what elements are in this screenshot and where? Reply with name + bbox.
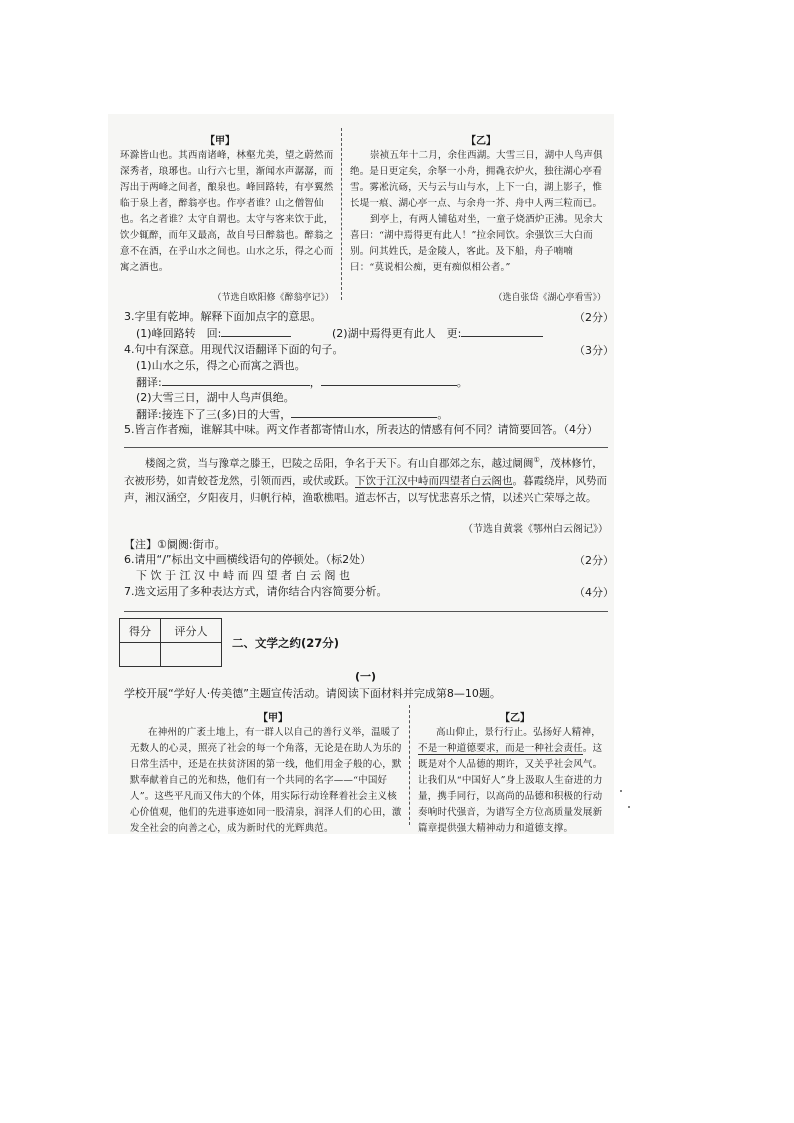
grader-cell[interactable] <box>161 643 222 667</box>
grader-label: 评分人 <box>161 619 222 643</box>
question-7: 7.选文运用了多种表达方式，请你结合内容简要分析。 <box>124 585 388 598</box>
score-label: 得分 <box>120 619 161 643</box>
column-divider <box>409 705 410 825</box>
underlined-sentence: 下饮于江汉中峙而四望者白云阁也 <box>355 474 513 487</box>
passage-jia-title: 【甲】 <box>205 136 235 147</box>
question-4-translation-2: 翻译:接连下了三(多)日的大雪， 。 <box>136 408 449 421</box>
section-2-part: (一) <box>355 670 377 683</box>
answer-blank[interactable] <box>321 374 457 386</box>
material-jia-text: 在神州的广袤土地上，有一群人以自己的善行义举，温暖了无数人的心灵，照亮了社会的每一个角落，无论是在助人为乐的日常生活中，还是在扶贫济困的第一线，他们用金子般的心，默默奉献着自己的光和热，他们有一个共同的名字——“中国好人”。这些平凡而又伟大的个体，用实际行动诠释着社会主义核心价值观，他们的先进事迹如同一股清泉，润泽人们的心田，激发全社会的向善之心，成为新时代的光辉典范。 <box>130 727 402 834</box>
answer-blank[interactable] <box>461 325 543 337</box>
score-table <box>119 618 222 667</box>
question-4-item-1: (1)山水之乐，得之心而寓之酒也。 <box>136 359 306 372</box>
underlined-phrase: 不是一种道德要求，而是一种社会责任 <box>418 743 583 754</box>
section-2-title: 二、文学之约(27分) <box>232 636 340 650</box>
answer-blank[interactable] <box>162 374 310 386</box>
question-3-item-1: (1)峰回路转 回: <box>136 325 291 342</box>
question-6-points: （2分） <box>574 554 614 567</box>
passage-yi-source: （选自张岱《湖心亭看雪》） <box>493 293 606 303</box>
answer-blank[interactable] <box>221 325 291 337</box>
column-divider <box>341 128 342 300</box>
scan-speck <box>628 806 630 808</box>
answer-line[interactable] <box>124 611 608 612</box>
question-3-item-2: (2)湖中焉得更有此人 更: <box>332 325 543 342</box>
material-jia-title: 【甲】 <box>258 713 288 724</box>
question-6-sentence: 下 饮 于 江 汉 中 峙 而 四 望 者 白 云 阁 也 <box>136 569 350 582</box>
question-4-translation-1: 翻译: ， 。 <box>136 376 468 389</box>
passage-yi-title: 【乙】 <box>466 136 496 147</box>
question-6: 6.请用“/”标出文中画横线语句的停顿处。（标2处） <box>124 553 372 566</box>
material-yi-title: 【乙】 <box>500 713 530 724</box>
answer-line[interactable] <box>124 447 608 448</box>
score-cell[interactable] <box>120 643 161 667</box>
scan-speck <box>620 790 622 792</box>
passage-jia-source: （节选自欧阳修《醉翁亭记》） <box>212 293 334 303</box>
passage-yi-para1: 崇祯五年十二月，余住西湖。大雪三日，湖中人鸟声俱绝。是日更定矣，余拏一小舟，拥毳衣炉火，独往湖心亭看雪。雾凇沆砀，天与云与山与水，上下一白，湖上影子，惟长堤一痕、湖心亭一点、与余舟一芥、舟中人两三粒而已。 <box>350 150 603 209</box>
question-5: 5.皆言作者痴，谁解其中味。两文作者都寄情山水，所表达的情感有何不同？请简要回答。（4分） <box>124 423 598 436</box>
question-7-points: （4分） <box>574 586 614 599</box>
passage-yi-para2: 到亭上，有两人铺毡对坐，一童子烧酒炉正沸。见余大喜曰：“湖中焉得更有此人！”拉余同饮。余强饮三大白而别。问其姓氏，是金陵人，客此。及下船，舟子喃喃曰：“莫说相公痴，更有痴似相公者。” <box>350 214 603 273</box>
answer-blank[interactable] <box>291 406 437 418</box>
question-3-points: （2分） <box>574 311 614 324</box>
question-4-points: （3分） <box>574 344 614 357</box>
material-yi-text: 高山仰止，景行行止。弘扬好人精神，不是一种道德要求，而是一种社会责任。这既是对个人品德的期许，又关乎社会风气。让我们从“中国好人”身上汲取人生奋进的力量，携手同行，以高尚的品德和积极的行动奏响时代强音，为谱写全方位高质量发展新篇章提供强大精神动力和道德支撑。 <box>418 727 603 834</box>
passage-note: 【注】①阛阓:街市。 <box>124 538 226 551</box>
question-4-item-2: (2)大雪三日，湖中人鸟声俱绝。 <box>136 391 295 404</box>
passage-baiyunge-text: 楼阁之赏，当与豫章之滕王，巴陵之岳阳，争名于天下。有山自郡郊之东，越过阛阓①，茂林修竹，衣被形势，如青蛟苍龙然，引领而西，或伏或跃。下饮于江汉中峙而四望者白云阁也。暮霞绕岸，风势而声，湘汉涵空，夕阳夜月，归帆行棹，渔歌樵唱。道志怀古，以写忧悲喜乐之情，以述兴亡荣辱之故。 <box>124 456 607 504</box>
section-2-intro: 学校开展“学好人·传美德”主题宣传活动。请阅读下面材料并完成第8—10题。 <box>124 687 501 700</box>
passage-jia-text: 环滁皆山也。其西南诸峰，林壑尤美，望之蔚然而深秀者，琅琊也。山行六七里，渐闻水声潺潺，而泻出于两峰之间者，酿泉也。峰回路转，有亭翼然临于泉上者，醉翁亭也。作亭者谁？山之僧智仙也。名之者谁？太守自谓也。太守与客来饮于此，饮少辄醉，而年又最高，故自号曰醉翁也。醉翁之意不在酒，在乎山水之间也。山水之乐，得之心而寓之酒也。 <box>120 150 334 273</box>
question-3: 3.字里有乾坤。解释下面加点字的意思。 <box>124 310 322 323</box>
passage-baiyunge-source: （节选自黄裳《鄂州白云阁记》） <box>463 524 608 535</box>
question-4: 4.句中有深意。用现代汉语翻译下面的句子。 <box>124 343 344 356</box>
